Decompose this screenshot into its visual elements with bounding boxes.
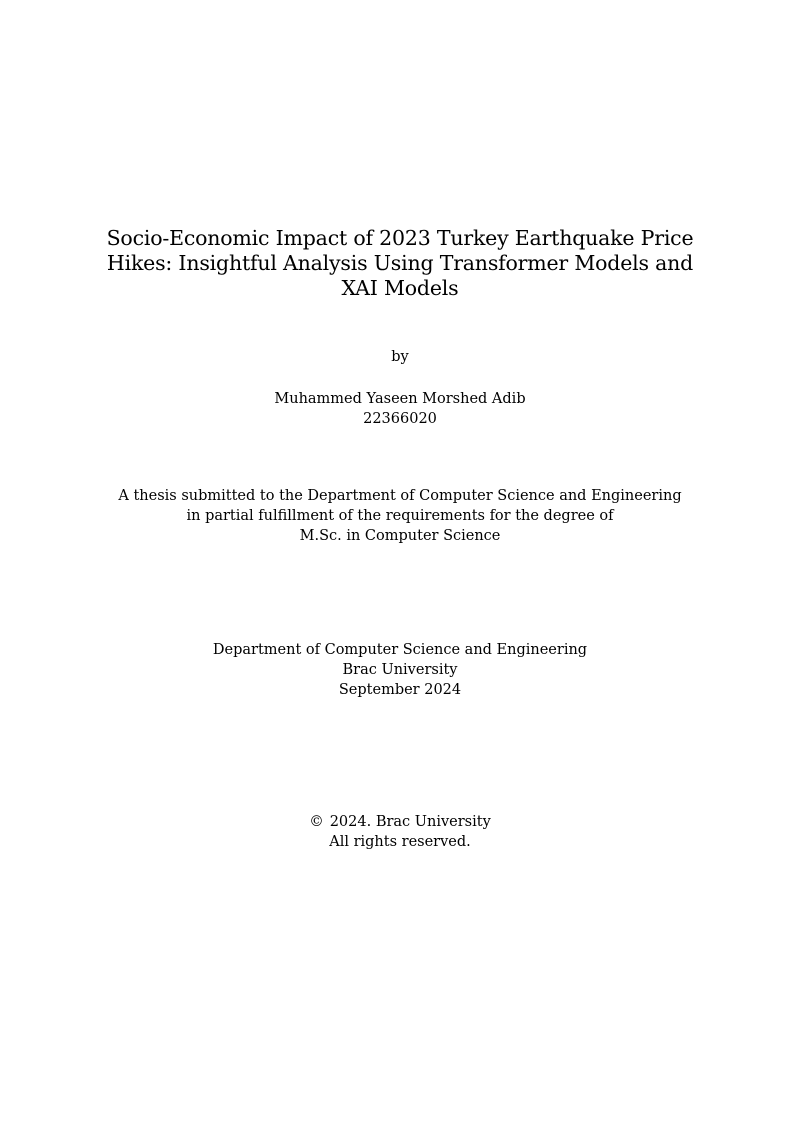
by-label [0,347,800,367]
thesis-title-line-3: XAI Models [341,276,459,300]
statement-line-1: A thesis submitted to the Department of Computer Science and Engineering [118,488,682,504]
author-name: Muhammed Yaseen Morshed Adib [274,391,526,407]
student-id: 22366020 [363,411,437,427]
rights-reserved: All rights reserved. [329,834,471,850]
statement-line-3: M.Sc. in Computer Science [299,528,501,544]
submission-date: September 2024 [338,682,462,698]
copyright-line [0,812,800,832]
author-block [0,389,800,429]
institution-block [0,640,800,700]
copyright-block [0,812,800,852]
copyright-symbol-icon: © [309,814,324,830]
thesis-title [0,226,800,301]
copyright-text: 2024. Brac University [329,814,491,830]
thesis-title-line-2: Hikes: Insightful Analysis Using Transformer Models and [106,251,694,275]
thesis-title-line-1: Socio-Economic Impact of 2023 Turkey Earthquake Price [106,226,694,250]
statement-line-2: in partial fulfillment of the requirements for the degree of [186,508,614,524]
by-text: by [391,349,409,365]
university-name: Brac University [342,662,458,678]
department-name: Department of Computer Science and Engineering [212,642,588,658]
submission-statement [0,486,800,546]
